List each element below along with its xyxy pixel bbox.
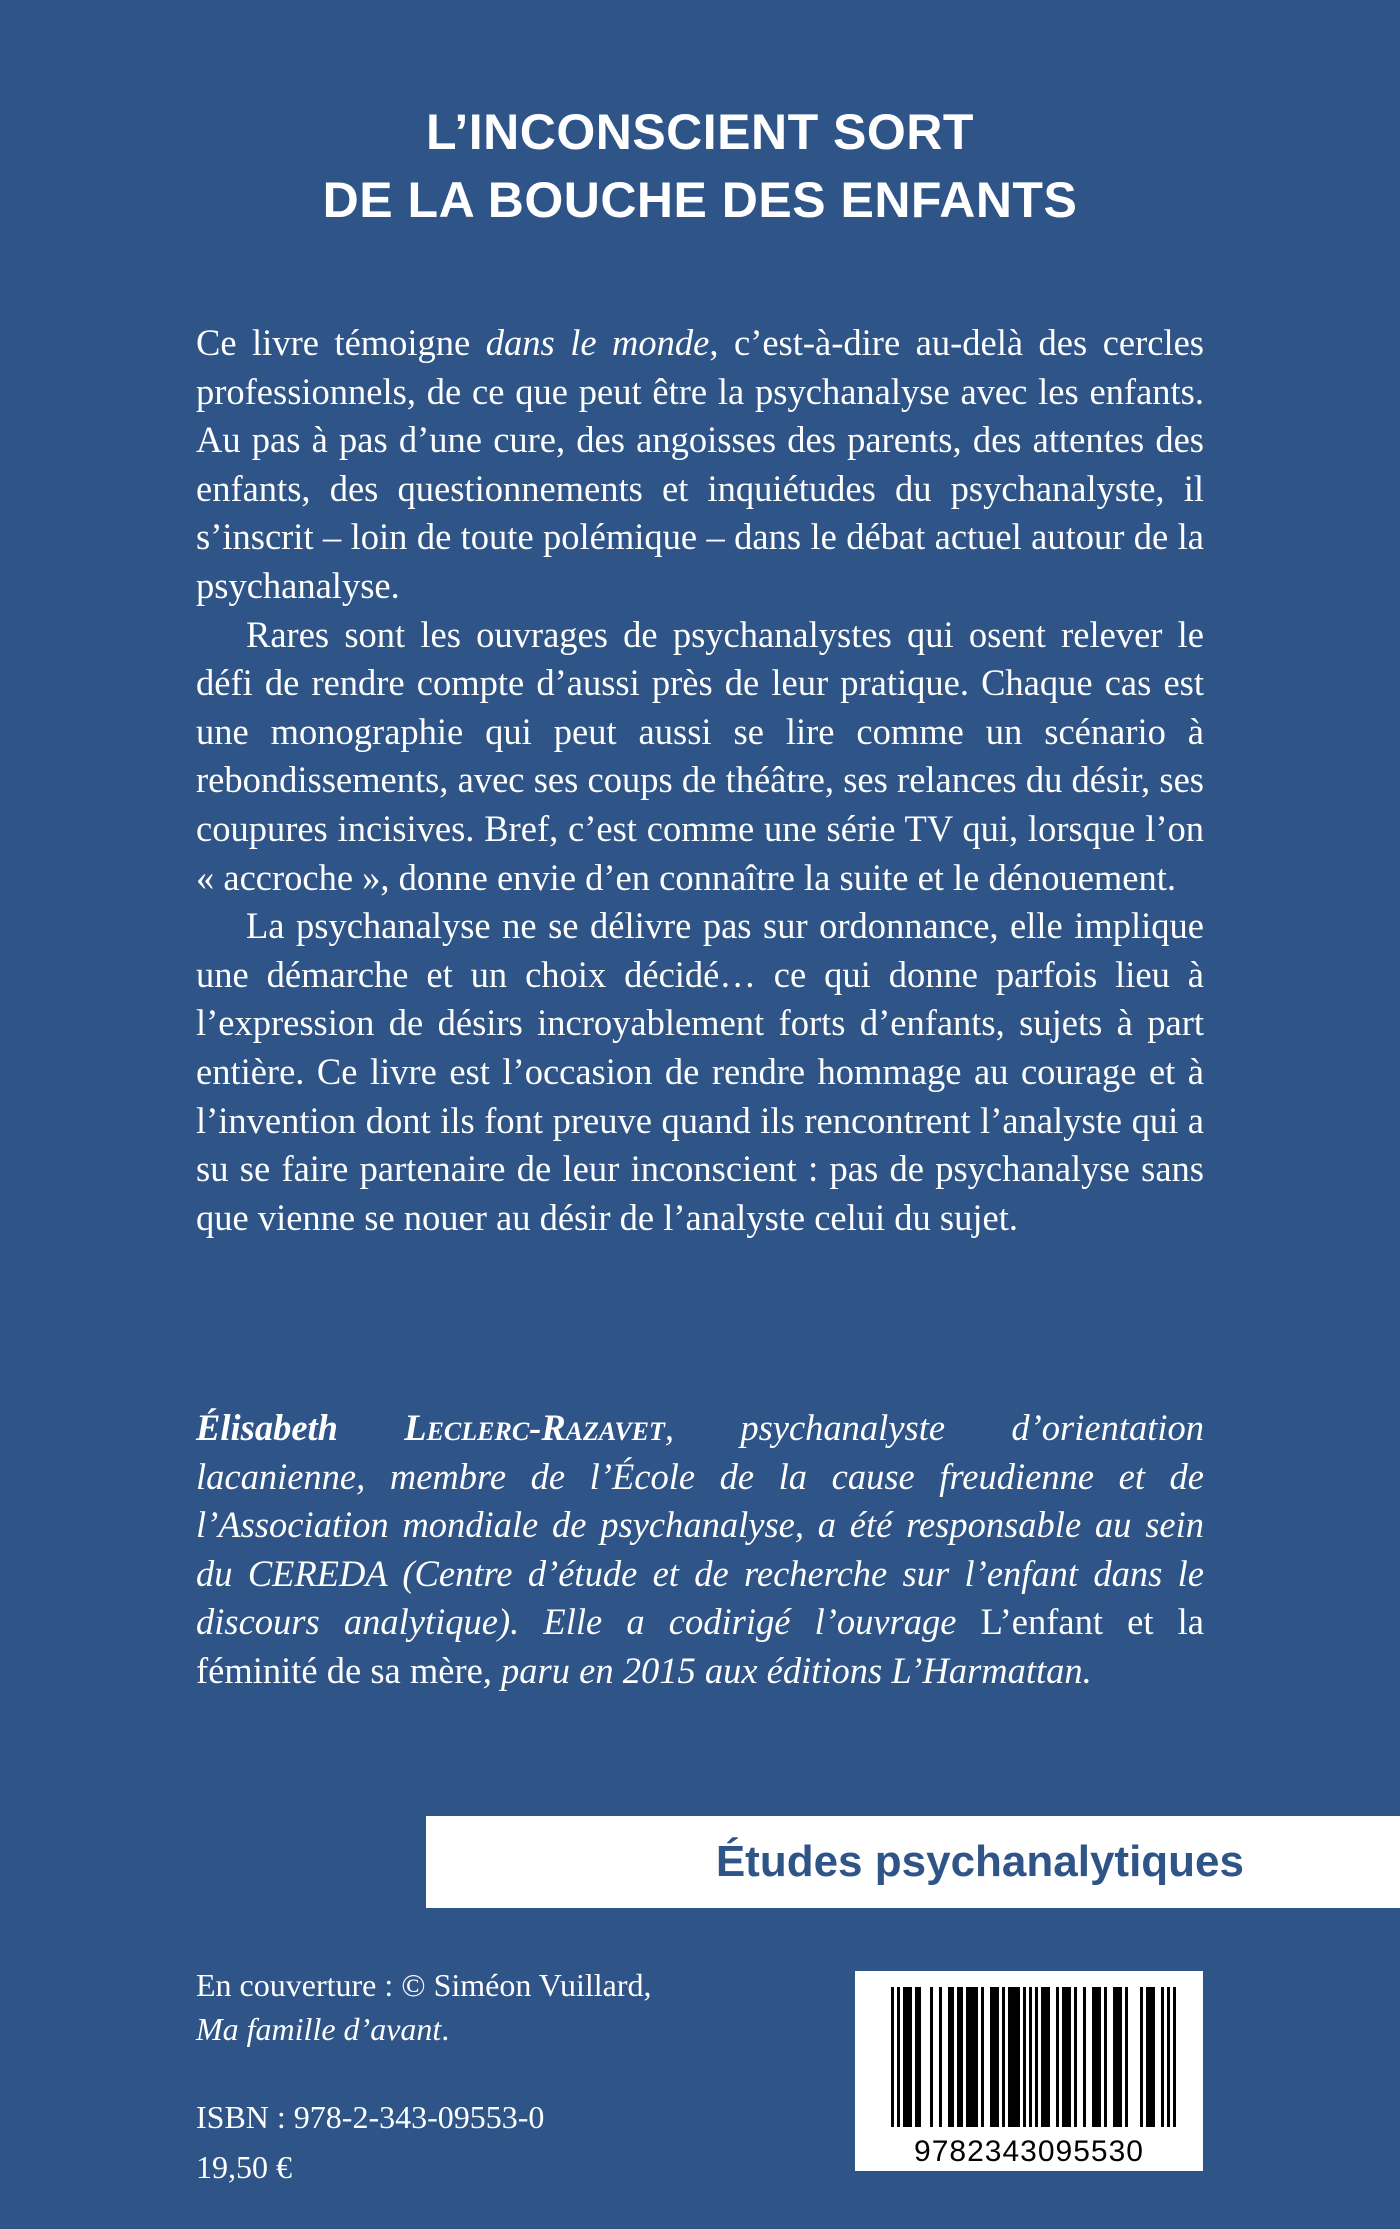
- barcode-bar: [966, 1987, 969, 2127]
- barcode-bar: [1035, 1987, 1038, 2127]
- barcode-bar: [1065, 1987, 1068, 2127]
- barcode-bar: [972, 1987, 975, 2127]
- barcode-bar: [1062, 1987, 1065, 2127]
- summary-emphasis: dans le monde: [485, 322, 710, 363]
- isbn: ISBN : 978-2-343-09553-0: [196, 2099, 545, 2135]
- barcode-bar: [1083, 1987, 1086, 2127]
- barcode-bar: [948, 1987, 951, 2127]
- barcode-bar: [1098, 1987, 1101, 2127]
- barcode-bar: [1041, 1987, 1044, 2127]
- artwork-title: Ma famille d’avant: [196, 2011, 442, 2047]
- barcode-bar: [897, 1987, 900, 2127]
- barcode-bar: [918, 1987, 921, 2127]
- book-title: [0, 98, 1400, 234]
- author-first-name: Élisabeth: [196, 1407, 338, 1448]
- cover-credit-line-1: En couverture : © Siméon Vuillard,: [196, 1967, 652, 2003]
- summary-paragraph-2: Rares sont les ouvrages de psychanalystes qui osent relever le défi de rendre compte d’aussi près de leur pratique. Chaque cas est une monographie qui peut aussi se lire comme un scénario à rebondissements, avec ses coups de théâtre, ses relances du désir, ses coupures incisives. Bref, c’est comme une série TV qui, lorsque l’on « accroche », donne envie d’en connaître la suite et le dénouement.: [196, 613, 1204, 898]
- barcode-bar: [1095, 1987, 1098, 2127]
- barcode-bar: [906, 1987, 909, 2127]
- barcode-bar: [1116, 1987, 1119, 2127]
- barcode-bar: [969, 1987, 972, 2127]
- barcode-bar: [1068, 1987, 1071, 2127]
- barcode-bar: [930, 1987, 933, 2127]
- barcode-bar: [981, 1987, 984, 2127]
- book-reference: L’enfant et la féminité de sa mère: [196, 1601, 1204, 1691]
- barcode-bar: [1014, 1987, 1017, 2127]
- barcode-bar: [1044, 1987, 1047, 2127]
- barcode-bar: [891, 1987, 894, 2127]
- barcode-bar: [1074, 1987, 1077, 2127]
- barcode-bar: [996, 1987, 999, 2127]
- summary-paragraph-1: Ce livre témoigne dans le monde, c’est-à-dire au-delà des cercles professionnels, de ce que peut être la psychanalyse avec les enfants. Au pas à pas d’une cure, des angoisses des parents, des attentes des enfants, des questionnements et inquiétudes du psychanalyste, il s’inscrit – loin de toute polémique – dans le débat actuel autour de la psychanalyse.: [196, 322, 1205, 606]
- title-line-1: L’INCONSCIENT SORT: [426, 104, 974, 160]
- collection-name: Études psychanalytiques: [715, 1837, 1244, 1886]
- barcode-bar: [915, 1987, 918, 2127]
- barcode-bar: [1104, 1987, 1107, 2127]
- price: 19,50 €: [196, 2149, 292, 2185]
- isbn-price: [196, 2092, 544, 2192]
- barcode-bar: [1167, 1987, 1170, 2127]
- barcode-bar: [1008, 1987, 1011, 2127]
- title-line-2: DE LA BOUCHE DES ENFANTS: [322, 172, 1078, 228]
- author-last-name: Leclerc-Razavet: [404, 1407, 665, 1448]
- barcode-bar: [1023, 1987, 1026, 2127]
- barcode-bar: [951, 1987, 954, 2127]
- collection-banner: [426, 1816, 1400, 1908]
- barcode-bar: [1152, 1987, 1155, 2127]
- barcode-bar: [1056, 1987, 1059, 2127]
- barcode-bar: [1140, 1987, 1143, 2127]
- barcode-bar: [1092, 1987, 1095, 2127]
- barcode-bar: [990, 1987, 993, 2127]
- cover-credit: [196, 1963, 651, 2051]
- barcode-bar: [1146, 1987, 1149, 2127]
- summary-paragraph-3: La psychanalyse ne se délivre pas sur ordonnance, elle implique une démarche et un choix décidé… ce qui donne parfois lieu à l’expression de désirs incroyablement forts d’enfants, sujets à part entière. Ce livre est l’occasion de rendre hommage au courage et à l’invention dont ils font preuve quand ils rencontrent l’analyste qui a su se faire partenaire de leur inconscient : pas de psychanalyse sans que vienne se nouer au désir de l’analyste celui du sujet.: [196, 905, 1204, 1238]
- barcode-bar: [909, 1987, 912, 2127]
- barcode-bar: [1002, 1987, 1005, 2127]
- barcode-bar: [1011, 1987, 1014, 2127]
- barcode-bar: [1113, 1987, 1116, 2127]
- author-bio: Élisabeth Leclerc-Razavet, psychanalyste d’orientation lacanienne, membre de l’École de la cause freudienne et de l’Association mondiale de psychanalyse, a été responsable au sein du CEREDA (Centre d’étude et de recherche sur l’enfant dans le discours analytique). Elle a codirigé l’ouvrage L’enfant et la féminité de sa mère, paru en 2015 aux éditions L’Harmattan.: [196, 1407, 1204, 1691]
- barcode-bar: [1125, 1987, 1128, 2127]
- barcode-bar: [939, 1987, 942, 2127]
- barcode-bar: [1119, 1987, 1122, 2127]
- barcode-bar: [1161, 1987, 1164, 2127]
- barcode-digits: 9782343095530: [914, 2135, 1144, 2168]
- barcode-bar: [975, 1987, 978, 2127]
- barcode-bar: [1173, 1987, 1176, 2127]
- barcode-bar: [993, 1987, 996, 2127]
- barcode-bar: [1149, 1987, 1152, 2127]
- barcode-bar: [1047, 1987, 1050, 2127]
- barcode: [855, 1971, 1203, 2171]
- barcode-bar: [957, 1987, 960, 2127]
- book-summary: [196, 319, 1204, 1242]
- barcode-bar: [1017, 1987, 1020, 2127]
- barcode-bar: [903, 1987, 906, 2127]
- barcode-bar: [1029, 1987, 1032, 2127]
- cover-credit-line-2: Ma famille d’avant.: [196, 2011, 450, 2047]
- barcode-graphic: [855, 1971, 1203, 2171]
- barcode-bar: [960, 1987, 963, 2127]
